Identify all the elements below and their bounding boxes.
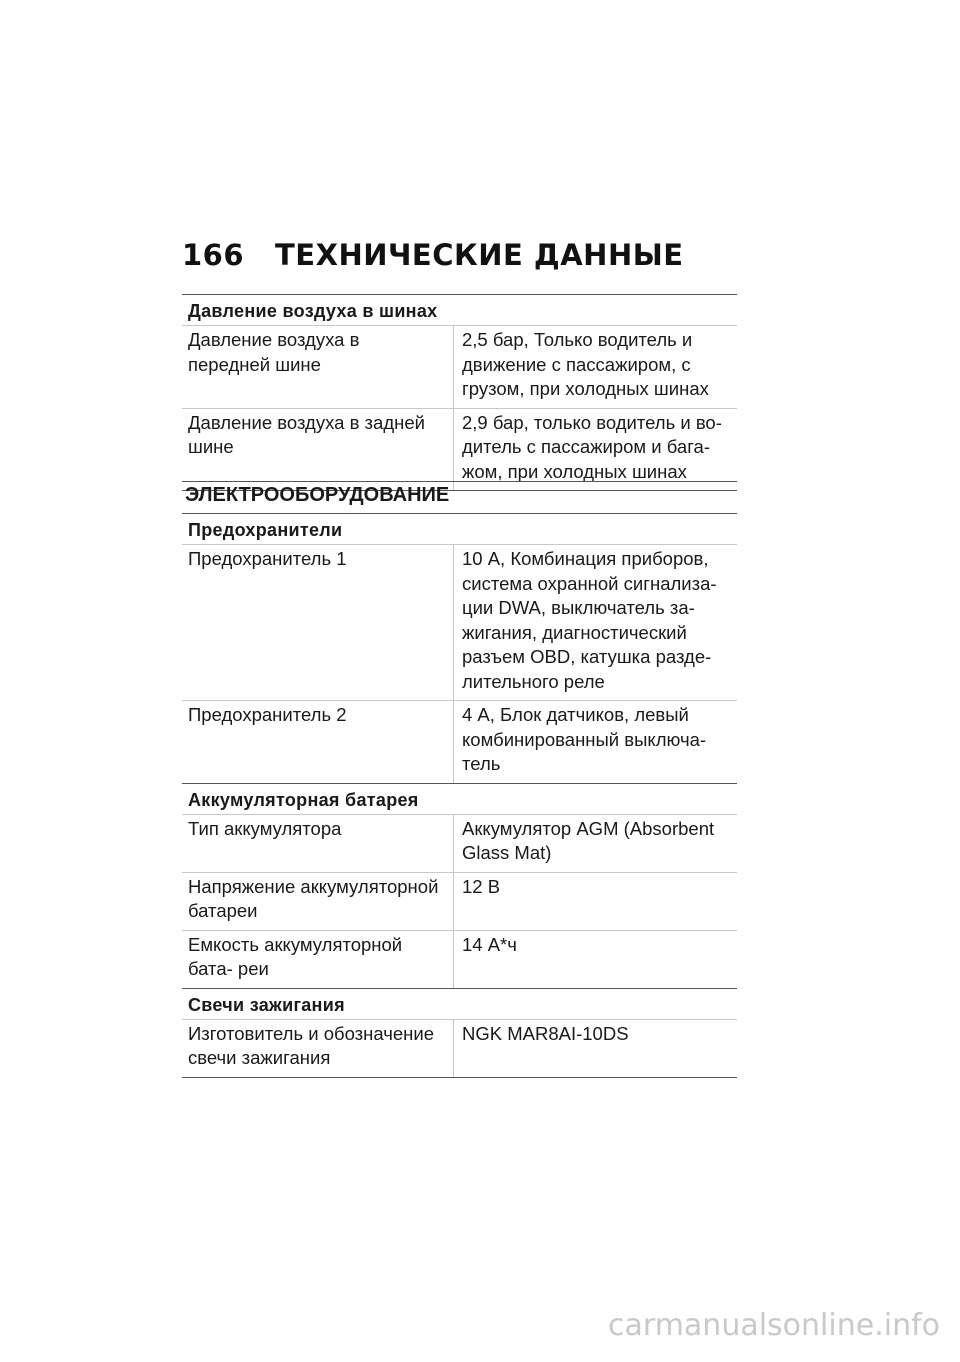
value-cell: Аккумулятор AGM (Absorbent Glass Mat) [462, 817, 715, 863]
page-title: ТЕХНИЧЕСКИЕ ДАННЫЕ [275, 238, 684, 272]
table-row [182, 325, 737, 408]
battery-table [182, 784, 737, 989]
tire-pressure-heading: Давление воздуха в шинах [188, 301, 438, 321]
param-cell: Давление воздуха в задней шине [182, 409, 454, 491]
value-cell: 12 В [462, 875, 501, 897]
param-cell: Емкость аккумуляторной бата- реи [182, 931, 454, 988]
table-row [182, 930, 737, 988]
electrical-section [182, 481, 737, 1078]
param-cell: Тип аккумулятора [182, 815, 454, 872]
section-title: ЭЛЕКТРООБОРУДОВАНИЕ [185, 484, 450, 506]
table-row [182, 814, 737, 872]
page-header [182, 238, 684, 272]
table-row [182, 1019, 737, 1077]
tire-pressure-table [182, 294, 737, 491]
fuses-table [182, 513, 737, 784]
table-row [182, 408, 737, 491]
param-cell: Изготовитель и обозначение свечи зажигания [182, 1020, 454, 1077]
spark-plugs-table [182, 989, 737, 1078]
param-cell: Предохранитель 2 [182, 701, 454, 783]
param-cell: Давление воздуха в передней шине [182, 326, 454, 408]
value-cell: 2,5 бар, Только водитель и движение с пассажиром, с грузом, при холодных шинах [462, 329, 709, 399]
value-cell: 4 А, Блок датчиков, левый комбинированный выключа- тель [462, 704, 707, 774]
table-row [182, 544, 737, 700]
spark-plugs-heading: Свечи зажигания [188, 994, 345, 1015]
value-cell: 10 А, Комбинация приборов, система охранной сигнализа- ции DWA, выключатель за- жигания, диагностический разъем OBD, катушка разде- лительного реле [462, 548, 717, 692]
table-row [182, 700, 737, 783]
param-cell: Предохранитель 1 [182, 545, 454, 700]
value-cell: NGK MAR8AI-10DS [462, 1022, 629, 1044]
watermark: carmanualsonline.info [608, 1308, 940, 1343]
page-number: 166 [182, 238, 245, 272]
param-cell: Напряжение аккумуляторной батареи [182, 873, 454, 930]
fuses-heading: Предохранители [188, 520, 343, 540]
table-row [182, 872, 737, 930]
battery-heading: Аккумуляторная батарея [188, 789, 419, 810]
value-cell: 2,9 бар, только водитель и во- дитель с пассажиром и бага- жом, при холодных шинах [462, 411, 722, 482]
value-cell: 14 А*ч [462, 933, 517, 955]
